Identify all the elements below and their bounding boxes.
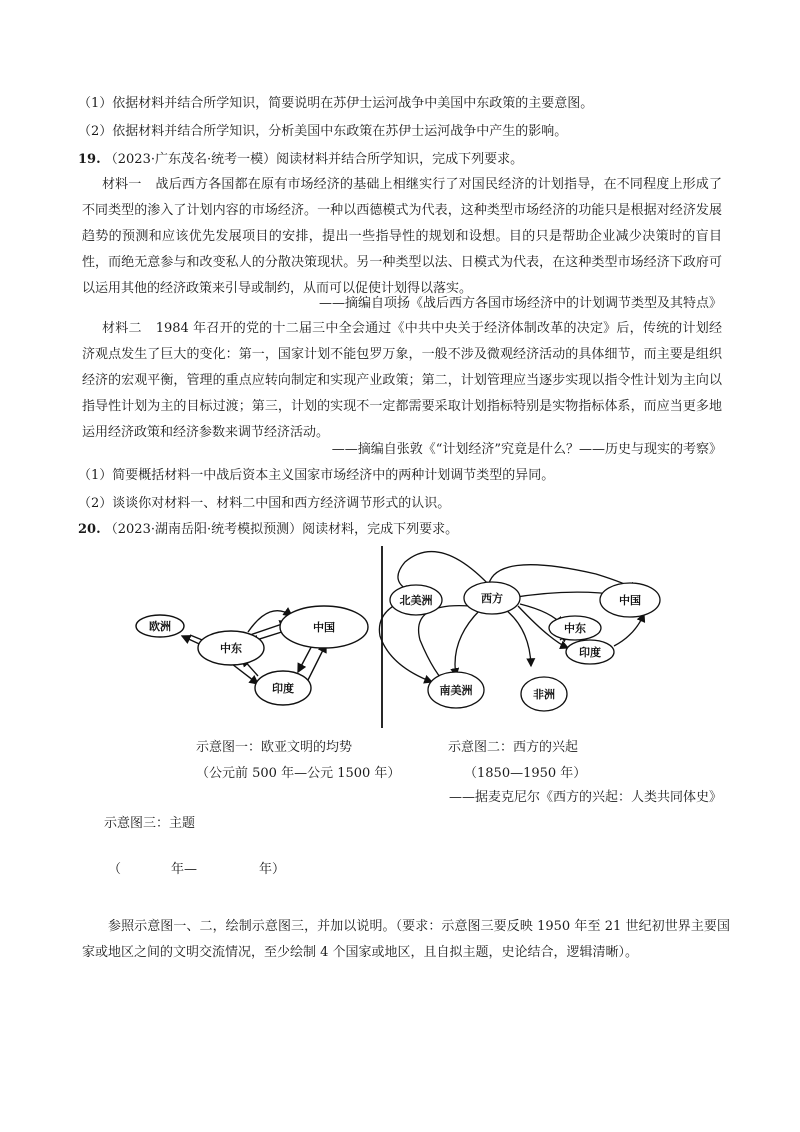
diagram2-node-west: 西方 <box>481 592 503 605</box>
diagram3-year-mid: 年— <box>171 862 198 877</box>
q19-material1-source: ——摘编自项扬《战后西方各国市场经济中的计划调节类型及其特点》 <box>318 296 722 311</box>
q19-material2 <box>82 316 722 446</box>
q20-header <box>78 520 458 540</box>
q20-number: 20. <box>78 522 101 537</box>
diagram2-period: （1850—1950 年） <box>464 766 587 781</box>
q19-source: （2023·广东茂名·统考一模） <box>104 152 277 167</box>
q18-sub1: （1）依据材料并结合所学知识，简要说明在苏伊士运河战争中美国中东政策的主要意图。 <box>78 96 594 111</box>
q19-material1-text: 战后西方各国都在原有市场经济的基础上相继实行了对国民经济的计划指导，在不同程度上形成了不同类型的渗入了计划内容的市场经济。一种以西德模式为代表，这种类型市场经济的功能只是根据对经济发展趋势的预测和应该优先发展项目的安排，提出一些指导性的规划和设想。目的只是帮助企业减少决策时的盲目性，而绝无意参与和改变私人的分散决策现状。另一种类型以法、日模式为代表，在这种类型市场经济下政府可以运用其他的经济政策来引导或制约，从而可以促使计划得以落实。 <box>82 177 722 296</box>
q19-prompt: 阅读材料并结合所学知识，完成下列要求。 <box>276 152 524 167</box>
q18-sub2: （2）依据材料并结合所学知识，分析美国中东政策在苏伊士运河战争中产生的影响。 <box>78 124 568 139</box>
diagram2-node-middle-east: 中东 <box>564 622 586 635</box>
q19-sub2: （2）谈谈你对材料一、材料二中国和西方经济调节形式的认识。 <box>78 496 451 511</box>
diagram1-caption: 示意图一：欧亚文明的均势 <box>196 740 353 755</box>
q19-header <box>78 150 523 170</box>
diagram1-node-china: 中国 <box>313 621 335 634</box>
diagram2-node-south-america: 南美洲 <box>439 684 473 697</box>
q20-source: （2023·湖南岳阳·统考模拟预测） <box>104 522 303 537</box>
diagram1 <box>136 606 368 705</box>
q19-sub1: （1）简要概括材料一中战后资本主义国家市场经济中的两种计划调节类型的异同。 <box>78 468 555 483</box>
diagram2-node-africa: 非洲 <box>533 688 555 701</box>
diagram3-period-open: （ <box>108 862 122 877</box>
q19-material2-text: 1984 年召开的党的十二届三中全会通过《中共中央关于经济体制改革的决定》后，传统的计划经济观点发生了巨大的变化：第一，国家计划不能包罗万象，一般不涉及微观经济活动的具体细节，而主要是组织经济的宏观平衡，管理的重点应转向制定和实现产业政策；第二，计划管理应当逐步实现以指令性计划为主向以指导性计划为主的目标过渡；第三，计划的实现不一定都需要采取计划指标特别是实物指标体系，而应当更多地运用经济政策和经济参数来调节经济活动。 <box>82 321 722 440</box>
diagram1-node-india: 印度 <box>272 682 294 695</box>
diagram1-node-europe: 欧洲 <box>149 620 171 633</box>
q20-diagrams <box>120 540 720 730</box>
q19-material2-source: ——摘编自张敦《“计划经济”究竟是什么？——历史与现实的考察》 <box>331 442 722 457</box>
q19-material1-label: 材料一 <box>102 177 142 192</box>
diagram-source: ——据麦克尼尔《西方的兴起：人类共同体史》 <box>448 790 722 805</box>
diagram3-year-end: 年） <box>259 862 286 877</box>
diagram2-node-north-america: 北美洲 <box>399 594 433 607</box>
diagram2 <box>379 552 660 711</box>
q19-material1 <box>82 172 722 302</box>
q20-instruction: 参照示意图一、二，绘制示意图三，并加以说明。（要求：示意图三要反映 1950 年至 21 世纪初世界主要国家或地区之间的文明交流情况，至少绘制 4 个国家或地区，且自拟主题，史论结合，逻辑清晰）。 <box>82 919 730 960</box>
diagram2-node-india: 印度 <box>579 646 601 659</box>
diagram3-title: 示意图三：主题 <box>104 816 196 831</box>
q19-material2-label: 材料二 <box>102 321 142 336</box>
diagram2-node-china: 中国 <box>619 594 641 607</box>
diagram1-period: （公元前 500 年—公元 1500 年） <box>196 766 401 781</box>
diagram2-caption: 示意图二：西方的兴起 <box>448 740 579 755</box>
q20-prompt: 阅读材料，完成下列要求。 <box>302 522 459 537</box>
diagram3-period <box>108 860 285 880</box>
diagram1-node-middle-east: 中东 <box>220 642 242 655</box>
q19-number: 19. <box>78 152 101 167</box>
